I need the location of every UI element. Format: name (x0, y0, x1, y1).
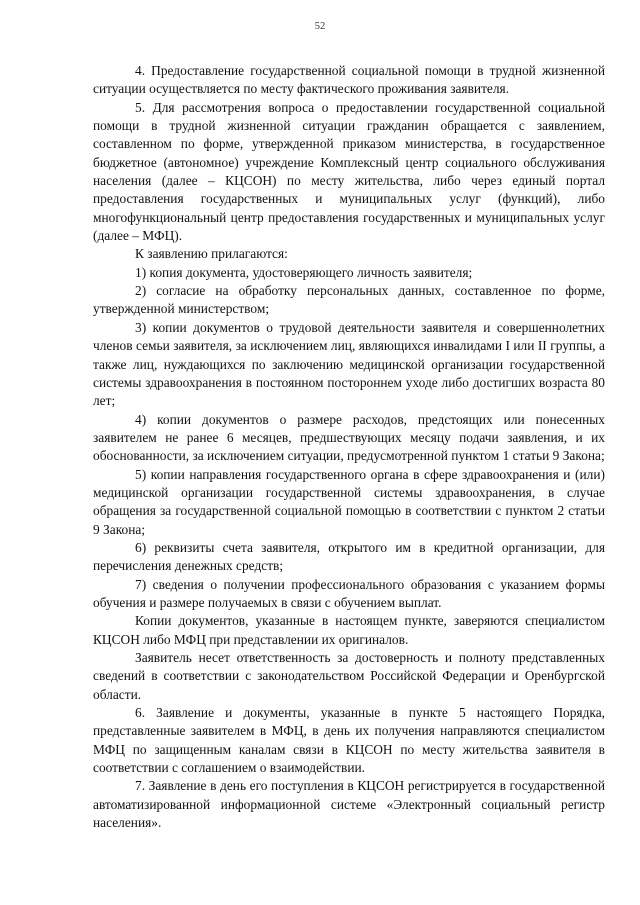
page-number: 52 (314, 21, 326, 32)
paragraph-item-7: 7. Заявление в день его поступления в КЦСОН регистрируется в государственной автоматизированной информационной системе «Электронный социальный регистр населения». (93, 778, 605, 831)
document-body (93, 62, 605, 832)
paragraph-attachments-intro: К заявлению прилагаются: (135, 246, 288, 262)
list-item-2: 2) согласие на обработку персональных данных, составленное по форме, утвержденной министерством; (93, 283, 605, 317)
list-item-5: 5) копии направления государственного органа в сфере здравоохранения и (или) медицинской организации государственной системы здравоохранения, в случае обращения за государственной социальной помощью в соответствии с пунктом 2 статьи 9 Закона; (93, 466, 605, 537)
list-item-1: 1) копия документа, удостоверяющего личность заявителя; (135, 264, 473, 280)
paragraph-item-4: 4. Предоставление государственной социальной помощи в трудной жизненной ситуации осуществляется по месту фактического проживания заявителя. (93, 63, 605, 97)
paragraph-copies-certification: Копии документов, указанные в настоящем пункте, заверяются специалистом КЦСОН либо МФЦ при представлении их оригиналов. (93, 613, 605, 647)
paragraph-applicant-responsibility: Заявитель несет ответственность за достоверность и полноту представленных сведений в соответствии с законодательством Российской Федерации и Оренбургской области. (93, 650, 605, 702)
list-item-4: 4) копии документов о размере расходов, предстоящих или понесенных заявителем не ранее 6 месяцев, предшествующих месяцу подачи заявления, и их обоснованности, за исключением ситуации, предусмотренной пунктом 1 статьи 9 Закона; (93, 411, 605, 464)
list-item-7: 7) сведения о получении профессионального образования с указанием формы обучения и размере получаемых в связи с обучением выплат. (93, 576, 605, 610)
paragraph-item-6: 6. Заявление и документы, указанные в пункте 5 настоящего Порядка, представленные заявителем в МФЦ, в день их получения направляются специалистом МФЦ по защищенным каналам связи в КЦСОН по месту жительства заявителя в соответствии с соглашением о взаимодействии. (93, 705, 605, 776)
list-item-3: 3) копии документов о трудовой деятельности заявителя и совершеннолетних членов семьи заявителя, за исключением лиц, являющихся инвалидами I или II группы, а также лиц, нуждающихся по заключению медицинской организации государственной системы здравоохранения в постоянном постороннем уходе либо достигших возраста 80 лет; (93, 319, 605, 409)
paragraph-item-5: 5. Для рассмотрения вопроса о предоставлении государственной социальной помощи в трудной жизненной ситуации гражданин обращается с заявлением, составленном по форме, утвержденной приказом министерства, в государственное бюджетное (автономное) учреждение Комплексный центр социального обслуживания населения (далее – КЦСОН) по месту жительства, либо через единый портал предоставления государственных и муниципальных услуг (функций), либо многофункциональный центр предоставления государственных и муниципальных услуг (далее – МФЦ). (93, 99, 605, 244)
list-item-6: 6) реквизиты счета заявителя, открытого им в кредитной организации, для перечисления денежных средств; (93, 539, 605, 574)
